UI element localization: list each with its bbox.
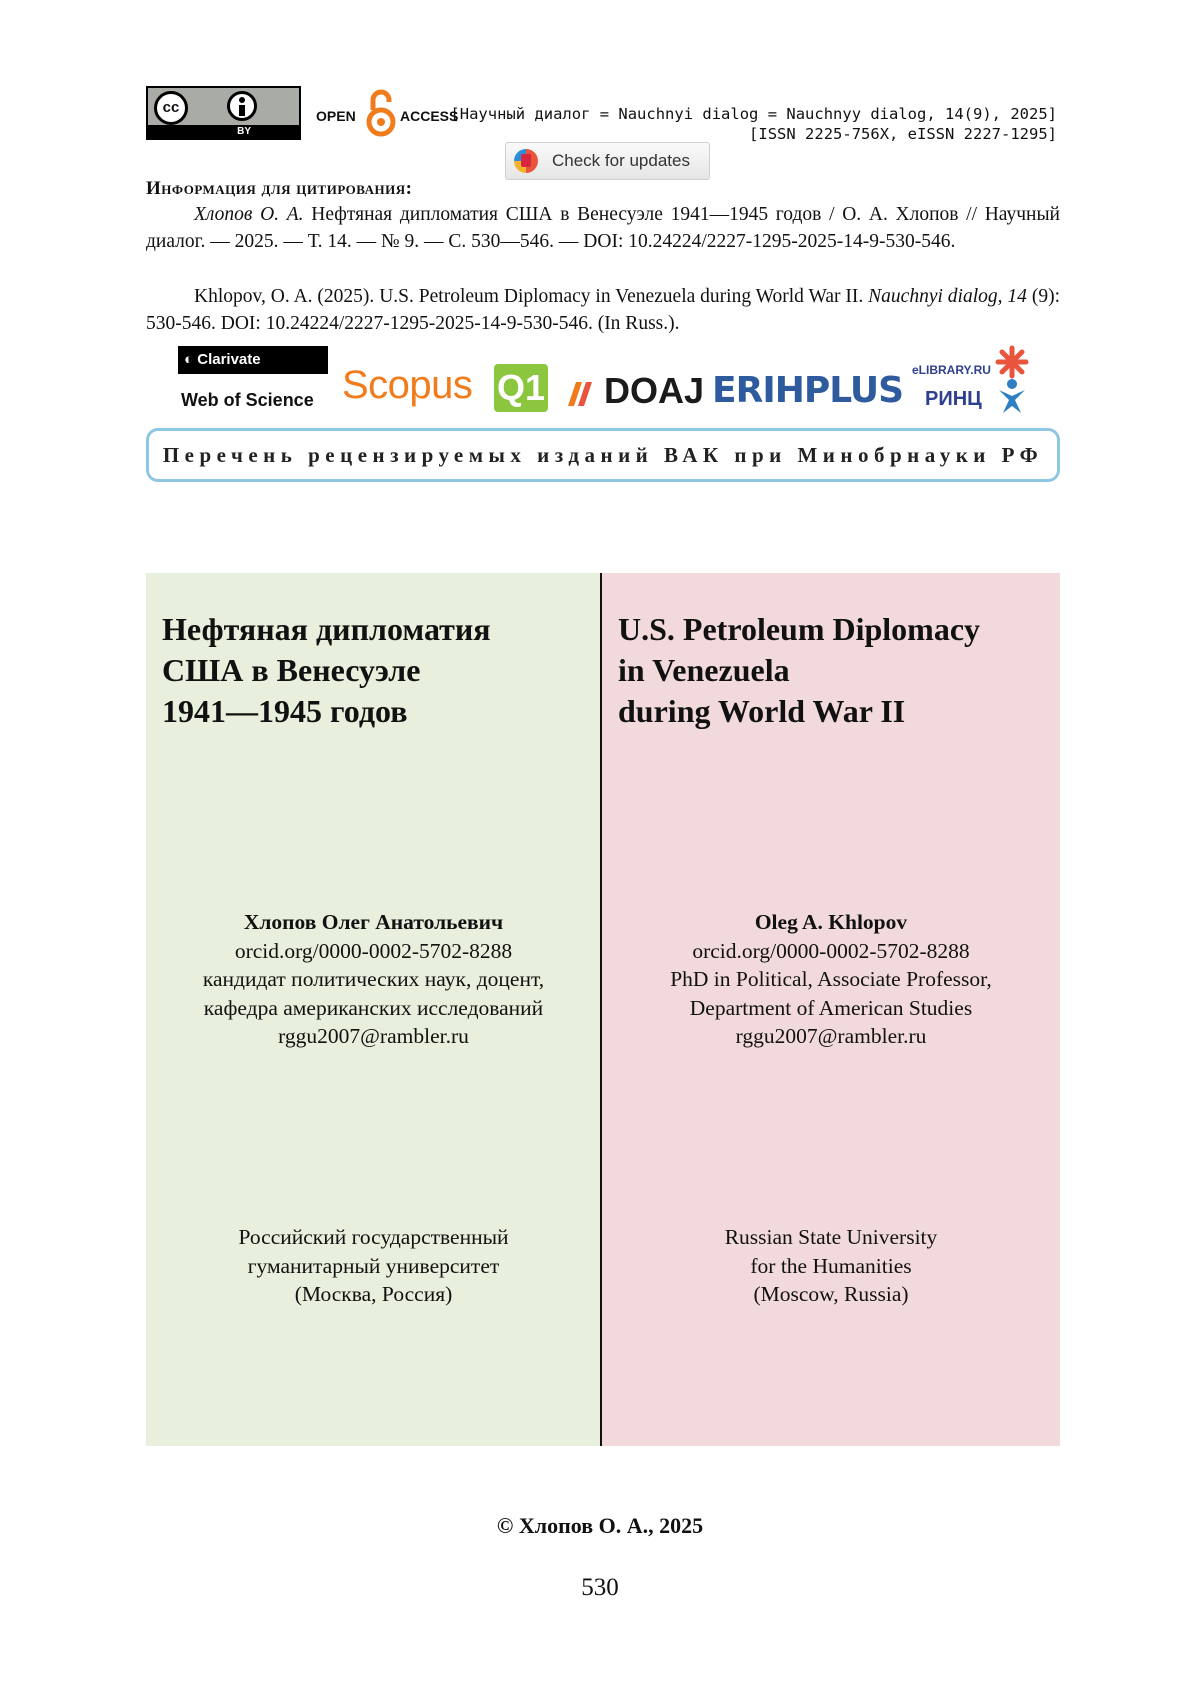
cc-by-license-badge: [146, 86, 301, 140]
open-access-access-text: ACCESS: [400, 108, 459, 124]
vak-list-banner: Перечень рецензируемых изданий ВАК при Минобрнауки РФ: [146, 428, 1060, 482]
ru-title-line: Нефтяная дипломатия: [162, 611, 491, 647]
russian-affiliation: [146, 1223, 601, 1309]
journal-title-line: [Научный диалог = Nauchnyi dialog = Nauchnyy dialog, 14(9), 2025]: [450, 105, 1057, 123]
citation-ru-author: Хлопов О. А.: [194, 204, 304, 225]
ru-author-email[interactable]: rggu2007@rambler.ru: [278, 1024, 469, 1048]
en-affil-line: for the Humanities: [750, 1253, 912, 1278]
en-title-line: during World War II: [618, 693, 906, 729]
page-number: 530: [581, 1574, 619, 1601]
elibrary-star-icon: [995, 345, 1029, 379]
creative-commons-icon: cc: [154, 91, 188, 125]
ru-affil-line: (Москва, Россия): [294, 1282, 453, 1306]
journal-issn-line: [ISSN 2225-756X, eISSN 2227-1295]: [749, 125, 1057, 143]
ru-title-line: США в Венесуэле: [162, 652, 421, 688]
russian-title-panel: [146, 573, 601, 1446]
english-author-block: [602, 908, 1060, 1051]
crossmark-icon: [514, 149, 538, 173]
web-of-science-logo: Web of Science: [181, 390, 314, 410]
q1-quartile-badge: Q1: [494, 364, 548, 412]
en-author-position: PhD in Political, Associate Professor,: [670, 967, 992, 991]
check-for-updates-button[interactable]: [505, 142, 710, 180]
check-for-updates-label: Check for updates: [552, 151, 690, 170]
journal-reference: [450, 104, 1057, 144]
ru-affil-line: Российский государственный: [238, 1225, 509, 1249]
english-article-title: [618, 609, 980, 732]
russian-article-title: [162, 609, 491, 732]
en-title-line: in Venezuela: [618, 652, 790, 688]
ru-title-line: 1941—1945 годов: [162, 693, 408, 729]
license-by-label: BY: [148, 125, 299, 138]
attribution-person-icon: [227, 91, 257, 121]
en-affil-line: (Moscow, Russia): [753, 1282, 909, 1306]
english-affiliation: [602, 1223, 1060, 1309]
en-author-department: Department of American Studies: [689, 995, 973, 1020]
ru-author-name: Хлопов Олег Анатольевич: [243, 910, 504, 934]
en-title-line: U.S. Petroleum Diplomacy: [618, 611, 981, 647]
citation-russian: [146, 201, 1060, 255]
clarivate-logo: ◐ Clarivate: [178, 346, 328, 374]
en-author-orcid[interactable]: orcid.org/0000-0002-5702-8288: [692, 938, 970, 963]
ru-affil-line: гуманитарный университет: [247, 1253, 500, 1278]
doaj-stripes-icon: [564, 380, 600, 406]
citation-heading: Информация для цитирования:: [146, 178, 413, 199]
en-author-email[interactable]: rggu2007@rambler.ru: [735, 1024, 927, 1048]
copyright-notice: © Хлопов О. А., 2025: [496, 1513, 704, 1538]
erihplus-logo: ERIHPLUS: [712, 370, 904, 411]
english-title-panel: [602, 573, 1060, 1446]
scopus-logo: Scopus: [342, 363, 473, 407]
clarivate-text: Clarivate: [197, 351, 261, 368]
doaj-logo: DOAJ: [604, 370, 705, 411]
elibrary-logo: eLIBRARY.RU: [912, 363, 991, 377]
citation-en-text: Khlopov, O. A. (2025). U.S. Petroleum Diplomacy in Venezuela during World War II.: [194, 286, 869, 307]
en-author-name: Oleg A. Khlopov: [754, 910, 908, 934]
rinc-person-icon: [997, 378, 1027, 414]
citation-english: [146, 283, 1060, 337]
ru-author-department: кафедра американских исследований: [203, 995, 544, 1020]
ru-author-position: кандидат политических наук, доцент,: [202, 967, 545, 991]
open-lock-icon: [364, 88, 398, 138]
russian-author-block: [146, 908, 601, 1051]
citation-ru-text: Нефтяная дипломатия США в Венесуэле 1941—1945 годов / О. А. Хлопов // Научный диалог. — 2025. — Т. 14. — № 9. — С. 530—546. — DOI: 10.24224/2227-1295-2025-14-9-530-546.: [146, 204, 1060, 252]
open-access-open-text: OPEN: [316, 108, 356, 124]
citation-en-tail: (9): 530-546. DOI: 10.24224/2227-1295-2025-14-9-530-546. (In Russ.).: [146, 286, 1061, 334]
citation-en-journal: Nauchnyi dialog, 14: [868, 286, 1027, 307]
en-affil-line: Russian State University: [724, 1225, 938, 1249]
ru-author-orcid[interactable]: orcid.org/0000-0002-5702-8288: [234, 938, 513, 963]
rinc-logo: РИНЦ: [925, 388, 982, 410]
